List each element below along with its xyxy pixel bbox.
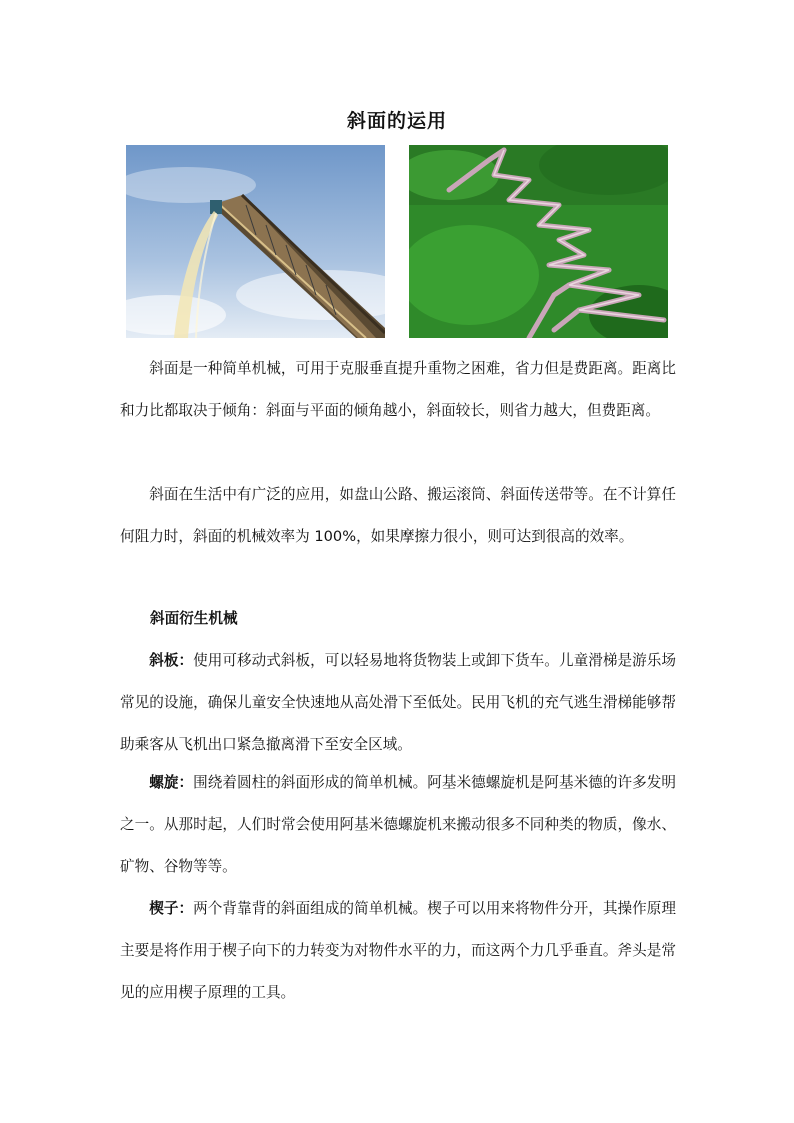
item-text: 两个背靠背的斜面组成的简单机械。楔子可以用来将物件分开，其操作原理主要是将作用于楔子向下的力转变为对物件水平的力，而这两个力几乎垂直。斧头是常见的应用楔子原理的工具。 [120,900,676,1001]
item-ramp [120,640,676,766]
page-title: 斜面的运用 [346,110,447,132]
item-term: 楔子： [149,900,194,917]
section-heading: 斜面衍生机械 [150,610,238,627]
paragraph-applications: 斜面在生活中有广泛的应用，如盘山公路、搬运滚筒、斜面传送带等。在不计算任何阻力时，斜面的机械效率为 100%，如果摩擦力很小，则可达到很高的效率。 [120,486,676,545]
conveyor-belt-illustration [126,145,385,338]
item-screw [120,762,676,888]
item-wedge [120,888,676,1014]
item-term: 螺旋： [149,774,194,791]
item-text: 围绕着圆柱的斜面形成的简单机械。阿基米德螺旋机是阿基米德的许多发明之一。从那时起，人们时常会使用阿基米德螺旋机来搬动很多不同种类的物质，像水、矿物、谷物等等。 [120,774,676,875]
conveyor-belt-photo [126,145,385,338]
mountain-road-photo [409,145,668,338]
item-term: 斜板： [149,652,194,669]
item-text: 使用可移动式斜板，可以轻易地将货物装上或卸下货车。儿童滑梯是游乐场常见的设施，确保儿童安全快速地从高处滑下至低处。民用飞机的充气逃生滑梯能够帮助乘客从飞机出口紧急撤离滑下至安全区域。 [120,652,676,753]
mountain-road-illustration [409,145,668,338]
paragraph-intro: 斜面是一种简单机械，可用于克服垂直提升重物之困难，省力但是费距离。距离比和力比都取决于倾角：斜面与平面的倾角越小，斜面较长，则省力越大，但费距离。 [120,360,676,419]
